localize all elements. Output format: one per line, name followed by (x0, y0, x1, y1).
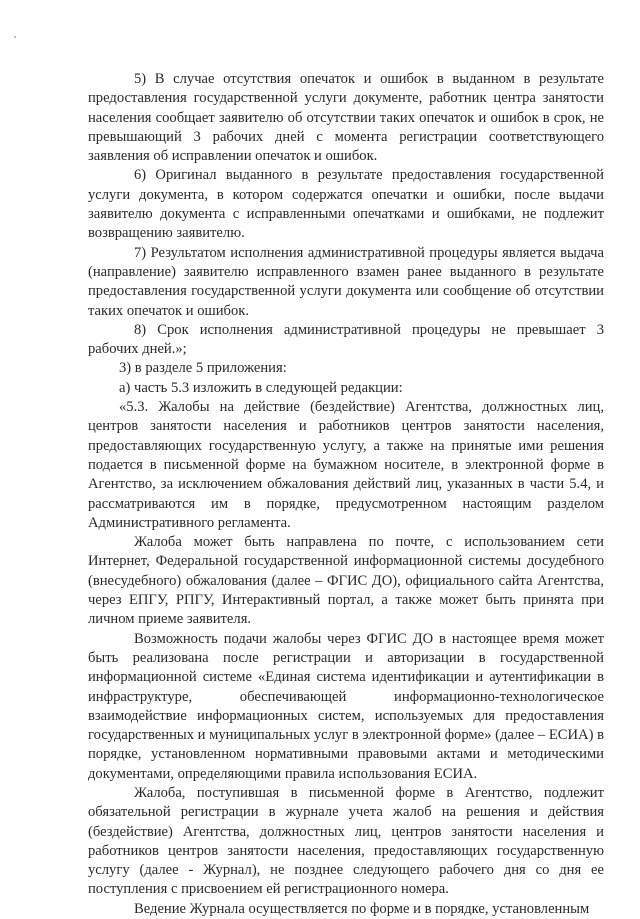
paragraph-journal: Ведение Журнала осуществляется по форме и в порядке, установленным (134, 900, 590, 917)
document-body (88, 70, 604, 919)
paragraph-complaint-channels: Жалоба может быть направлена по почте, с использованием сети Интернет, Федеральной государственной информационной системы досудебного (внесудебного) обжалования (далее – ФГИС ДО), официального сайта Агентства, через ЕПГУ, РПГУ, Интерактивный портал, а также может быть принята при личном приеме заявителя. (88, 534, 604, 628)
paragraph-item-7: 7) Результатом исполнения административной процедуры является выдача (направление) заявителю исправленного взамен ранее выданного в результате предоставления государственной услуги документа или сообщение об отсутствии таких опечаток и ошибок. (88, 244, 604, 319)
paragraph-registration: Жалоба, поступившая в письменной форме в Агентство, подлежит обязательной регистрации в журнале учета жалоб на решения и действия (бездействие) Агентства, должностных лиц, центров занятости населения и работников центров занятости населения, предоставляющих государственную услугу (далее - Журнал), не позднее следующего рабочего дня со дня ее поступления с присвоением ей регистрационного номера. (88, 784, 604, 898)
scan-artifact (14, 36, 16, 38)
paragraph-part-5-3-intro: а) часть 5.3 изложить в следующей редакции: (119, 379, 403, 396)
paragraph-item-6: 6) Оригинал выданного в результате предоставления государственной услуги документа, в котором содержатся опечатки и ошибки, после выдачи заявителю документа с исправленными опечатками и ошибками, не подлежит возвращению заявителю. (88, 167, 604, 242)
paragraph-item-8: 8) Срок исполнения административной процедуры не превышает 3 рабочих дней.»; (88, 321, 604, 358)
paragraph-section-5-intro: 3) в разделе 5 приложения: (119, 360, 287, 377)
paragraph-5-3-text: «5.3. Жалобы на действие (бездействие) Агентства, должностных лиц, центров занятости населения и работников центров занятости населения, предоставляющих государственную услугу, а также на принятые ими решения подается в письменной форме на бумажном носителе, в электронной форме в Агентство, за исключением обжалования действий лиц, указанных в части 5.4, и рассматриваются им в порядке, предусмотренном настоящим разделом Административного регламента. (88, 399, 604, 531)
paragraph-item-5: 5) В случае отсутствия опечаток и ошибок в выданном в результате предоставления государственной услуги документе, работник центра занятости населения сообщает заявителю об отсутствии таких опечаток и ошибок в срок, не превышающий 3 рабочих дней с момента регистрации соответствующего заявления об исправлении опечаток и ошибок. (88, 71, 604, 165)
paragraph-fgis-do: Возможность подачи жалобы через ФГИС ДО в настоящее время может быть реализована после регистрации и авторизации в государственной информационной системе «Единая система идентификации и аутентификации в инфраструктуре, обеспечивающей информационно-технологическое взаимодействие информационных систем, используемых для предоставления государственных и муниципальных услуг в электронной форме» (далее – ЕСИА) в порядке, установленном нормативными правовыми актами и методическими документами, определяющими правила использования ЕСИА. (88, 630, 604, 782)
